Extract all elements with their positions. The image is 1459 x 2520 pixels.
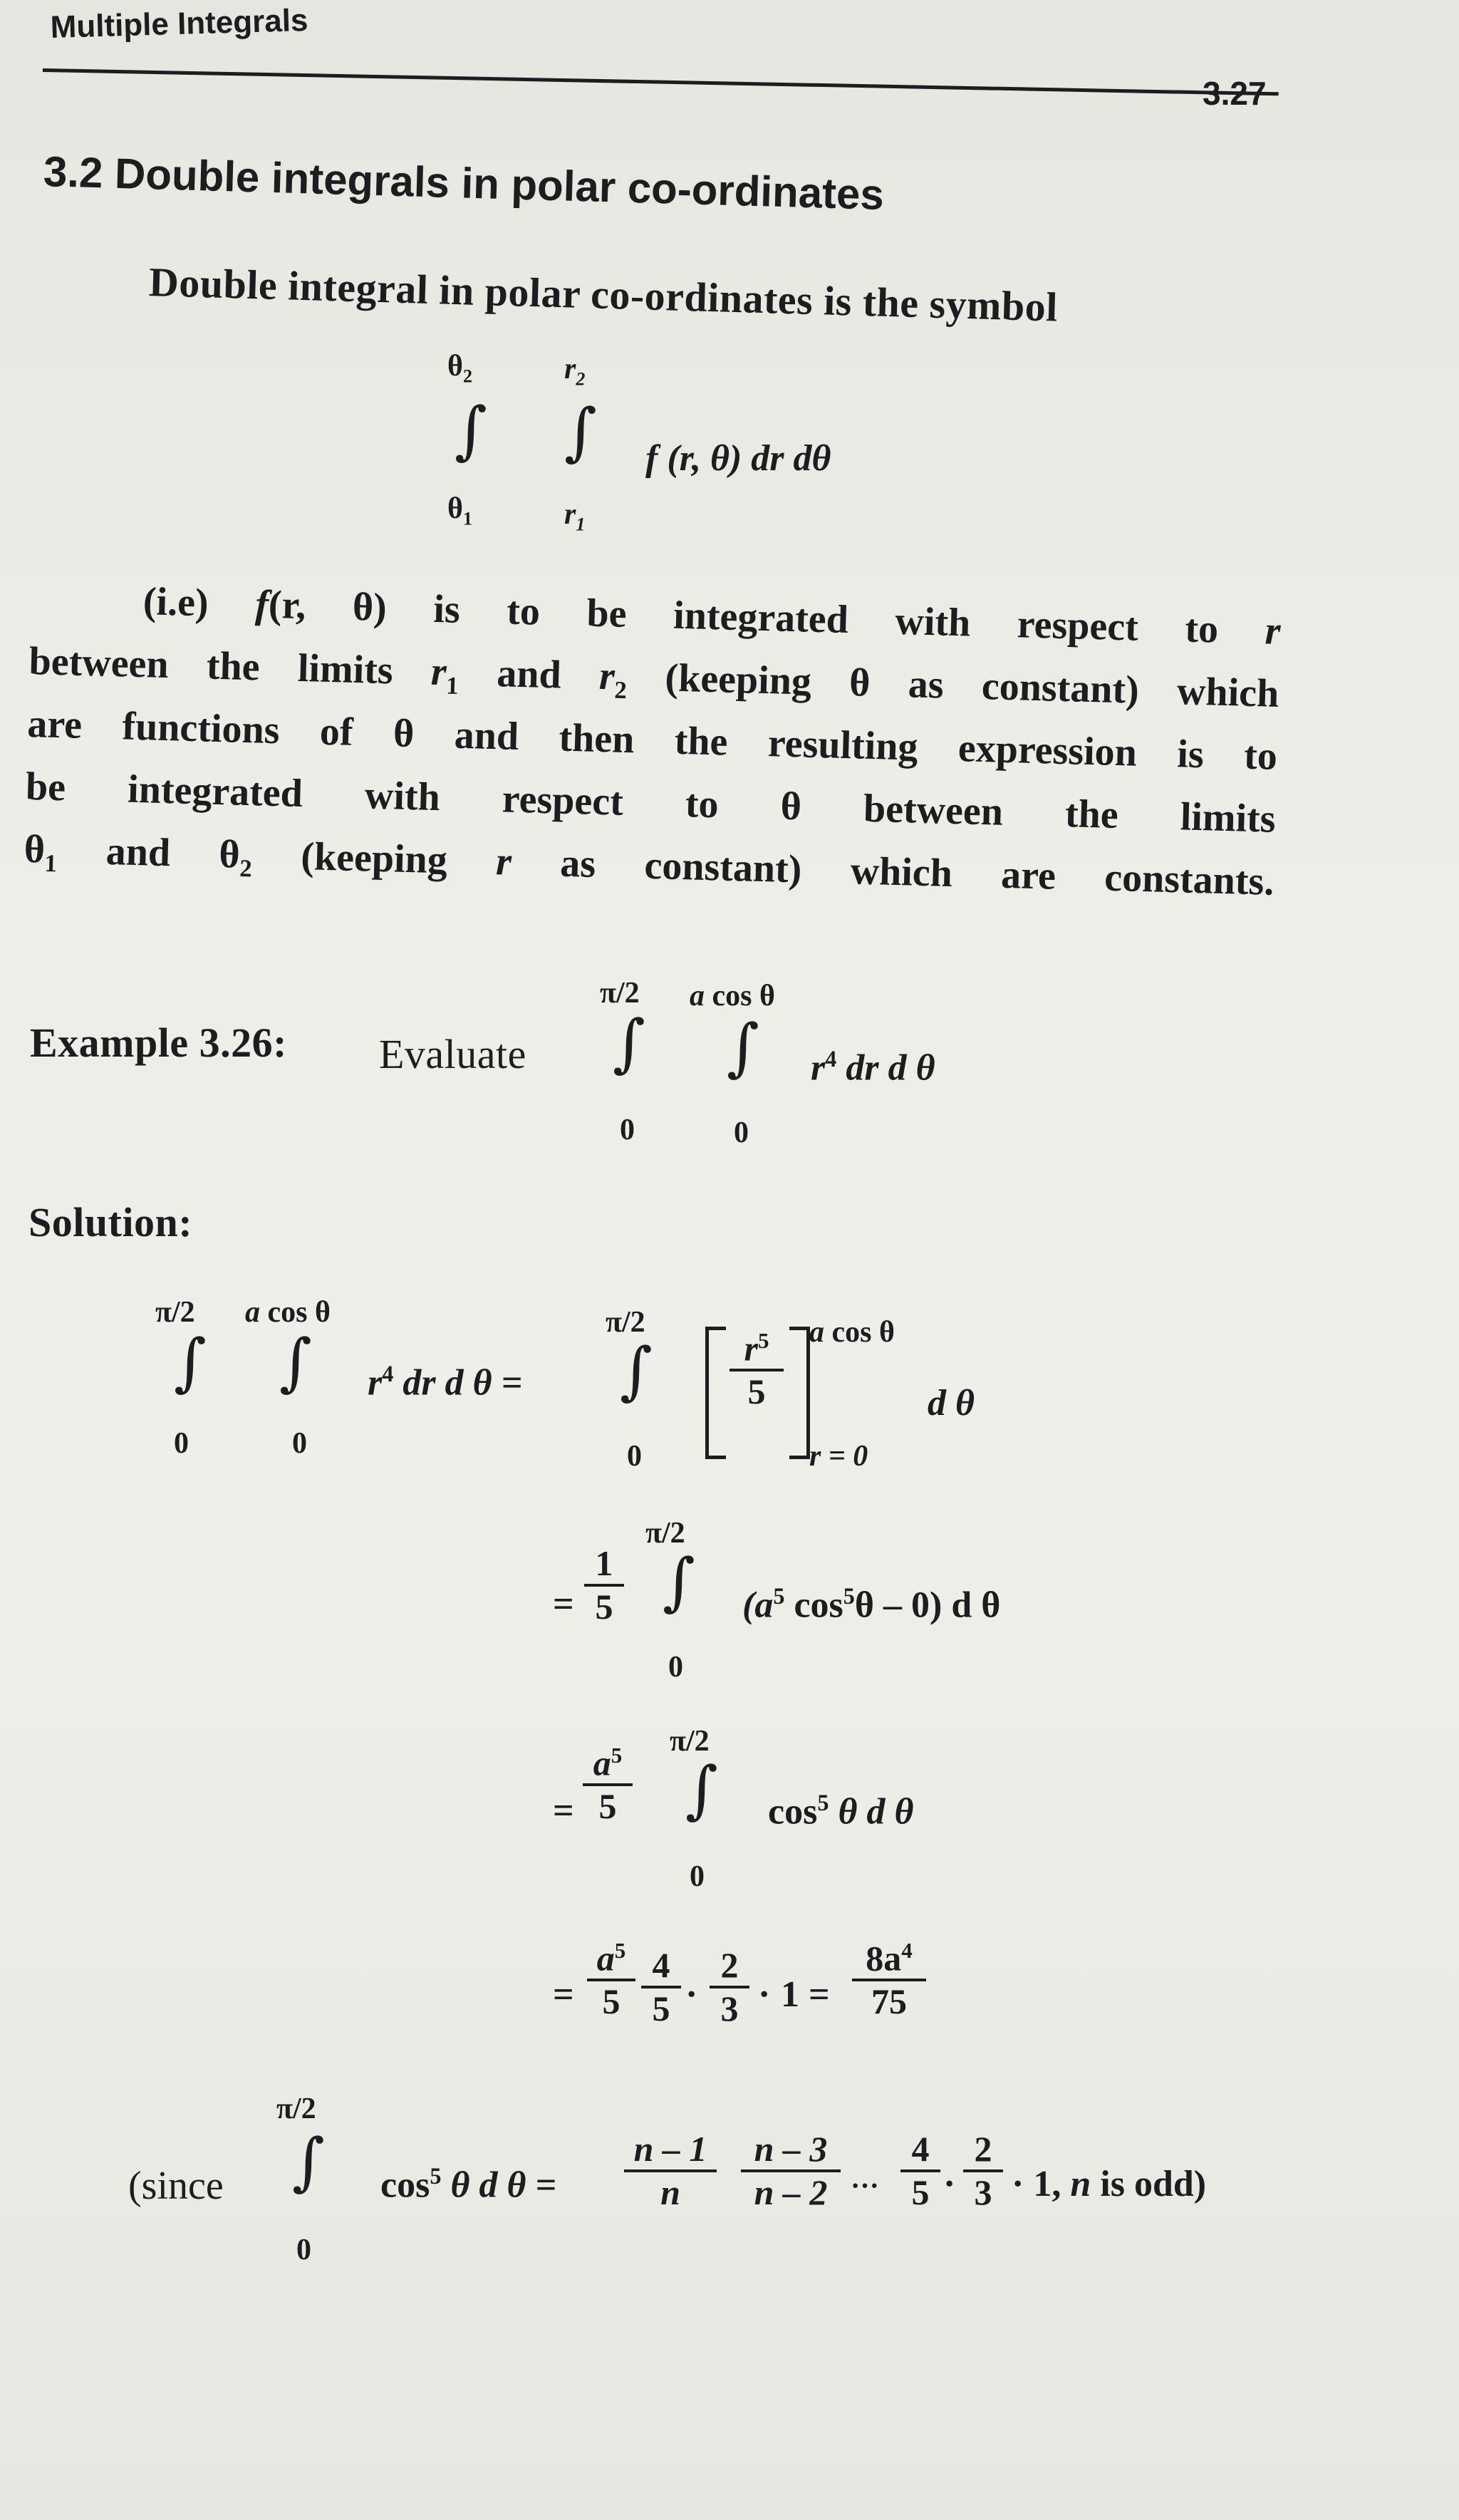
step1-inner-upper: a cos θ <box>245 1296 331 1329</box>
step1-fraction: $\frac{r^5}{5}$ <box>730 1329 784 1411</box>
inner-integral-sign: ∫ <box>564 395 597 468</box>
paragraph-line-4: be integrated with respect to θ between the limits <box>25 764 1277 841</box>
step4-dot-2: · <box>758 1974 771 2015</box>
note-fraction-1: $\frac{n - 1}{n}$ <box>624 2130 717 2211</box>
step1-inner-lower: 0 <box>292 1427 307 1460</box>
example-outer-lower: 0 <box>620 1114 635 1146</box>
step1-rhs-integral: ∫ <box>620 1334 653 1407</box>
example-label: Example 3.26: <box>30 1020 287 1066</box>
step2-fraction: $\frac{1}{5}$ <box>584 1545 624 1625</box>
note-upper: π/2 <box>276 2093 316 2125</box>
step4-dot-1: · <box>685 1974 698 2015</box>
step1-rhs-upper: π/2 <box>606 1306 645 1339</box>
step1-right-bracket <box>789 1327 810 1459</box>
page-number: 3.27 <box>1203 75 1267 112</box>
step1-bracket-lower: r = 0 <box>809 1440 868 1473</box>
note-fraction-3: $\frac{4}{5}$ <box>900 2130 940 2211</box>
note-fraction-4: $\frac{2}{3}$ <box>963 2130 1003 2211</box>
step4-fraction-3: $\frac{2}{3}$ <box>710 1946 749 2027</box>
step2-expression: ($a^5$ $\cos^5\theta - 0$) d θ <box>742 1583 1001 1626</box>
example-integrand: $r^4$ dr d θ <box>811 1046 935 1089</box>
step3-upper: π/2 <box>670 1725 710 1758</box>
running-title: Multiple Integrals <box>50 2 309 45</box>
step2-lower: 0 <box>668 1651 683 1684</box>
outer-upper-limit: $\theta_2$ <box>447 350 472 387</box>
step2-integral: ∫ <box>663 1545 695 1618</box>
example-outer-integral: ∫ <box>613 1006 645 1079</box>
paragraph-line-5: $\theta_1$ and $\theta_2$ (keeping r as constant) which are constants. <box>24 826 1275 904</box>
step4-result-fraction: $\frac{8a^4}{75}$ <box>852 1939 926 2021</box>
example-verb: Evaluate <box>379 1031 526 1077</box>
outer-lower-limit: $\theta_1$ <box>447 492 472 529</box>
step3-lower: 0 <box>690 1860 705 1893</box>
step1-tail: d θ <box>928 1383 975 1424</box>
step1-left-bracket <box>705 1327 726 1459</box>
step4-fraction-2: $\frac{4}{5}$ <box>641 1946 681 2027</box>
paragraph-line-1: (i.e) f(r, θ) is to be integrated with respect to r <box>142 579 1282 653</box>
step2-equals: = <box>553 1584 574 1624</box>
inner-upper-limit: $r_2$ <box>564 353 586 390</box>
note-suffix: · 1, n is odd) <box>1012 2164 1207 2204</box>
step1-outer-integral: ∫ <box>174 1325 207 1399</box>
paragraph-line-3: are functions of θ and then the resulting expression is to <box>26 701 1278 779</box>
example-inner-lower: 0 <box>734 1116 749 1149</box>
definition-integrand: f (r, θ) dr dθ <box>645 438 831 479</box>
step1-lhs-integrand: $r^4$ dr d θ = <box>368 1361 523 1404</box>
section-number: 3.2 <box>43 147 104 197</box>
step1-inner-integral: ∫ <box>279 1325 312 1399</box>
inner-lower-limit: $r_1$ <box>564 498 586 535</box>
step4-equals: = <box>553 1974 574 2015</box>
note-integrand: $\cos^5 \theta$ d θ = <box>380 2163 557 2206</box>
outer-integral-sign: ∫ <box>455 393 487 467</box>
paragraph-line-2: between the limits $r_1$ and $r_2$ (keeping θ as constant) which <box>28 638 1280 716</box>
step4-one-equals: 1 = <box>781 1974 830 2015</box>
step3-equals: = <box>553 1790 574 1831</box>
note-fraction-2: $\frac{n - 3}{n - 2}$ <box>741 2130 841 2211</box>
note-ellipsis: ··· <box>851 2169 880 2202</box>
note-prefix: (since <box>128 2164 224 2208</box>
step1-rhs-lower: 0 <box>627 1440 642 1473</box>
section-title: Double integrals in polar co-ordinates <box>114 149 885 219</box>
example-inner-integral: ∫ <box>727 1010 759 1084</box>
step4-fraction-1: $\frac{a^5}{5}$ <box>587 1939 635 2021</box>
note-lower: 0 <box>296 2234 311 2266</box>
note-dot: · <box>943 2164 956 2204</box>
step3-integral: ∫ <box>685 1753 718 1826</box>
step2-upper: π/2 <box>645 1517 685 1550</box>
intro-sentence: Double integral in polar co-ordinates is the symbol <box>148 258 1059 331</box>
solution-heading: Solution: <box>28 1199 193 1245</box>
step1-outer-lower: 0 <box>174 1427 189 1460</box>
explanation-paragraph <box>0 0 1459 1035</box>
step1-outer-upper: π/2 <box>155 1296 195 1329</box>
example-inner-upper: a cos θ <box>690 980 775 1012</box>
step3-fraction: $\frac{a^5}{5}$ <box>583 1744 633 1825</box>
step3-expression: $\cos^5 \theta$ d θ <box>768 1790 914 1832</box>
step1-bracket-upper: a cos θ <box>809 1316 895 1349</box>
example-outer-upper: π/2 <box>600 977 640 1010</box>
note-integral: ∫ <box>292 2125 325 2198</box>
